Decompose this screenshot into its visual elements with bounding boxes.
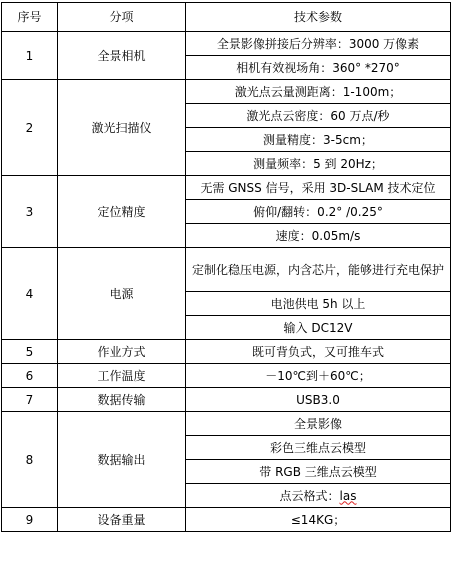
table-row bbox=[2, 176, 451, 200]
param-cell: 输入 DC12V bbox=[186, 316, 451, 340]
param-cell: USB3.0 bbox=[186, 388, 451, 412]
row-number: 5 bbox=[2, 340, 58, 364]
param-cell: 彩色三维点云模型 bbox=[186, 436, 451, 460]
param-cell: 带 RGB 三维点云模型 bbox=[186, 460, 451, 484]
row-number: 9 bbox=[2, 508, 58, 532]
item-name: 激光扫描仪 bbox=[58, 80, 186, 176]
table-row bbox=[2, 80, 451, 104]
param-cell: ≤14KG； bbox=[186, 508, 451, 532]
format-label: 点云格式： bbox=[279, 488, 340, 503]
row-number: 8 bbox=[2, 412, 58, 508]
param-cell: 电池供电 5h 以上 bbox=[186, 292, 451, 316]
param-cell: 测量精度：3-5cm； bbox=[186, 128, 451, 152]
format-value: las bbox=[339, 488, 357, 503]
param-cell: 速度：0.05m/s bbox=[186, 224, 451, 248]
header-no: 序号 bbox=[2, 3, 58, 32]
param-cell bbox=[186, 484, 451, 508]
table-row bbox=[2, 508, 451, 532]
param-cell: 全景影像拼接后分辨率：3000 万像素 bbox=[186, 32, 451, 56]
header-row bbox=[2, 3, 451, 32]
row-number: 4 bbox=[2, 248, 58, 340]
param-cell: 激光点云密度：60 万点/秒 bbox=[186, 104, 451, 128]
table-row bbox=[2, 388, 451, 412]
item-name: 数据传输 bbox=[58, 388, 186, 412]
param-cell: 俯仰/翻转：0.2° /0.25° bbox=[186, 200, 451, 224]
param-cell: 定制化稳压电源，内含芯片，能够进行充电保护 bbox=[186, 248, 451, 292]
param-cell: －10℃到＋60℃； bbox=[186, 364, 451, 388]
table-row bbox=[2, 412, 451, 436]
header-item: 分项 bbox=[58, 3, 186, 32]
param-cell: 全景影像 bbox=[186, 412, 451, 436]
param-cell: 测量频率：5 到 20Hz； bbox=[186, 152, 451, 176]
item-name: 全景相机 bbox=[58, 32, 186, 80]
table-row bbox=[2, 340, 451, 364]
item-name: 电源 bbox=[58, 248, 186, 340]
row-number: 2 bbox=[2, 80, 58, 176]
row-number: 3 bbox=[2, 176, 58, 248]
param-cell: 相机有效视场角：360° *270° bbox=[186, 56, 451, 80]
table-row bbox=[2, 32, 451, 56]
item-name: 数据输出 bbox=[58, 412, 186, 508]
spec-table bbox=[1, 2, 451, 532]
item-name: 设备重量 bbox=[58, 508, 186, 532]
row-number: 6 bbox=[2, 364, 58, 388]
table-row bbox=[2, 364, 451, 388]
item-name: 工作温度 bbox=[58, 364, 186, 388]
table-row bbox=[2, 248, 451, 292]
item-name: 作业方式 bbox=[58, 340, 186, 364]
param-cell: 无需 GNSS 信号，采用 3D-SLAM 技术定位 bbox=[186, 176, 451, 200]
row-number: 1 bbox=[2, 32, 58, 80]
param-cell: 既可背负式，又可推车式 bbox=[186, 340, 451, 364]
item-name: 定位精度 bbox=[58, 176, 186, 248]
param-cell: 激光点云量测距离：1-100m； bbox=[186, 80, 451, 104]
header-param: 技术参数 bbox=[186, 3, 451, 32]
row-number: 7 bbox=[2, 388, 58, 412]
